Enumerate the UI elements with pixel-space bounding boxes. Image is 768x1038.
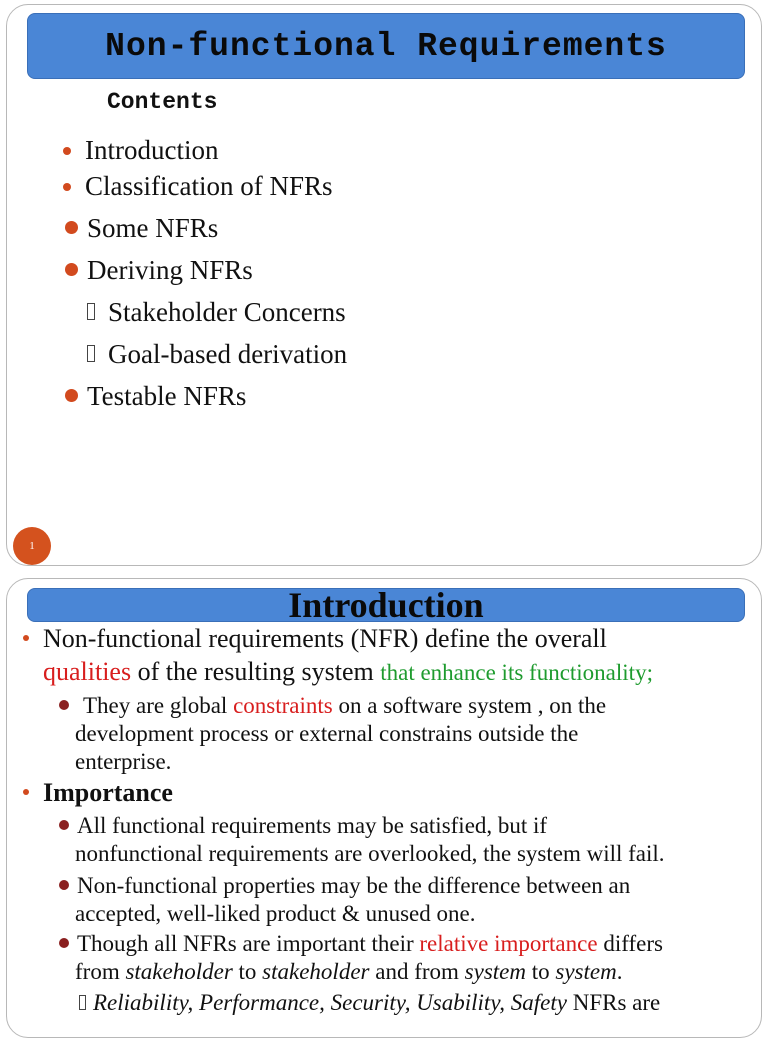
text-span: Though all NFRs are important their xyxy=(77,931,420,956)
slide-1 xyxy=(6,4,762,566)
paragraph-line: enterprise. xyxy=(75,749,172,774)
section-heading: Importance xyxy=(43,778,173,807)
paragraph-line: nonfunctional requirements are overlooked, the system will fail. xyxy=(75,841,665,866)
slide-title: Introduction xyxy=(288,585,484,625)
square-bullet-icon xyxy=(87,345,95,362)
text-span: NFRs are xyxy=(566,990,661,1015)
paragraph-line xyxy=(77,931,663,957)
text-span: on a software system , on the xyxy=(332,693,607,718)
slide-title: Non-functional Requirements xyxy=(105,28,667,65)
text-span: from xyxy=(75,959,126,984)
bullet-icon xyxy=(63,183,71,191)
list-subitem: Stakeholder Concerns xyxy=(108,297,346,327)
text-span: They are global xyxy=(83,693,234,718)
text-span: system xyxy=(555,959,617,984)
bullet-icon xyxy=(65,263,78,276)
square-bullet-icon xyxy=(87,303,95,320)
bullet-icon xyxy=(59,938,69,948)
text-span: Reliability, Performance, Security, Usability, Safety xyxy=(93,990,567,1015)
list-item: Deriving NFRs xyxy=(87,255,253,285)
square-bullet-icon xyxy=(79,995,86,1010)
text-span: stakeholder xyxy=(262,959,370,984)
list-item: Classification of NFRs xyxy=(85,171,333,201)
paragraph-line xyxy=(43,657,653,687)
text-span: system xyxy=(464,959,526,984)
contents-heading: Contents xyxy=(107,89,218,115)
text-span: and from xyxy=(369,959,465,984)
text-span: of the resulting system xyxy=(131,657,381,686)
highlight-text: constraints xyxy=(233,693,333,718)
text-span: . xyxy=(616,959,623,984)
highlight-text: that enhance its functionality; xyxy=(380,660,653,685)
paragraph-line xyxy=(75,959,622,985)
bullet-icon xyxy=(23,789,29,795)
paragraph-line xyxy=(93,990,660,1016)
paragraph-line: All functional requirements may be satisfied, but if xyxy=(77,813,548,838)
paragraph-line: Non-functional requirements (NFR) define the overall xyxy=(43,624,607,653)
highlight-text: relative importance xyxy=(419,931,598,956)
list-subitem: Goal-based derivation xyxy=(108,339,348,369)
text-span: stakeholder xyxy=(125,959,233,984)
paragraph-line: development process or external constrains outside the xyxy=(75,721,579,746)
bullet-icon xyxy=(23,635,29,641)
bullet-icon xyxy=(59,700,69,710)
bullet-icon xyxy=(63,147,71,155)
list-item: Testable NFRs xyxy=(87,381,247,411)
paragraph-line: Non-functional properties may be the difference between an xyxy=(77,873,631,898)
text-span: to xyxy=(232,959,263,984)
text-span: to xyxy=(525,959,556,984)
page-number-badge: 1 xyxy=(13,527,51,565)
list-item: Introduction xyxy=(85,135,219,165)
title-bar xyxy=(27,585,745,625)
paragraph-line xyxy=(83,693,606,719)
paragraph-line: accepted, well-liked product & unused one. xyxy=(75,901,476,926)
bullet-icon xyxy=(59,820,69,830)
bullet-icon xyxy=(59,880,69,890)
list-item: Some NFRs xyxy=(87,213,219,243)
highlight-text: qualities xyxy=(43,657,132,686)
title-bar xyxy=(27,13,745,79)
text-span: differs xyxy=(597,931,663,956)
slide-2 xyxy=(6,578,762,1038)
bullet-icon xyxy=(65,389,78,402)
bullet-icon xyxy=(65,221,78,234)
